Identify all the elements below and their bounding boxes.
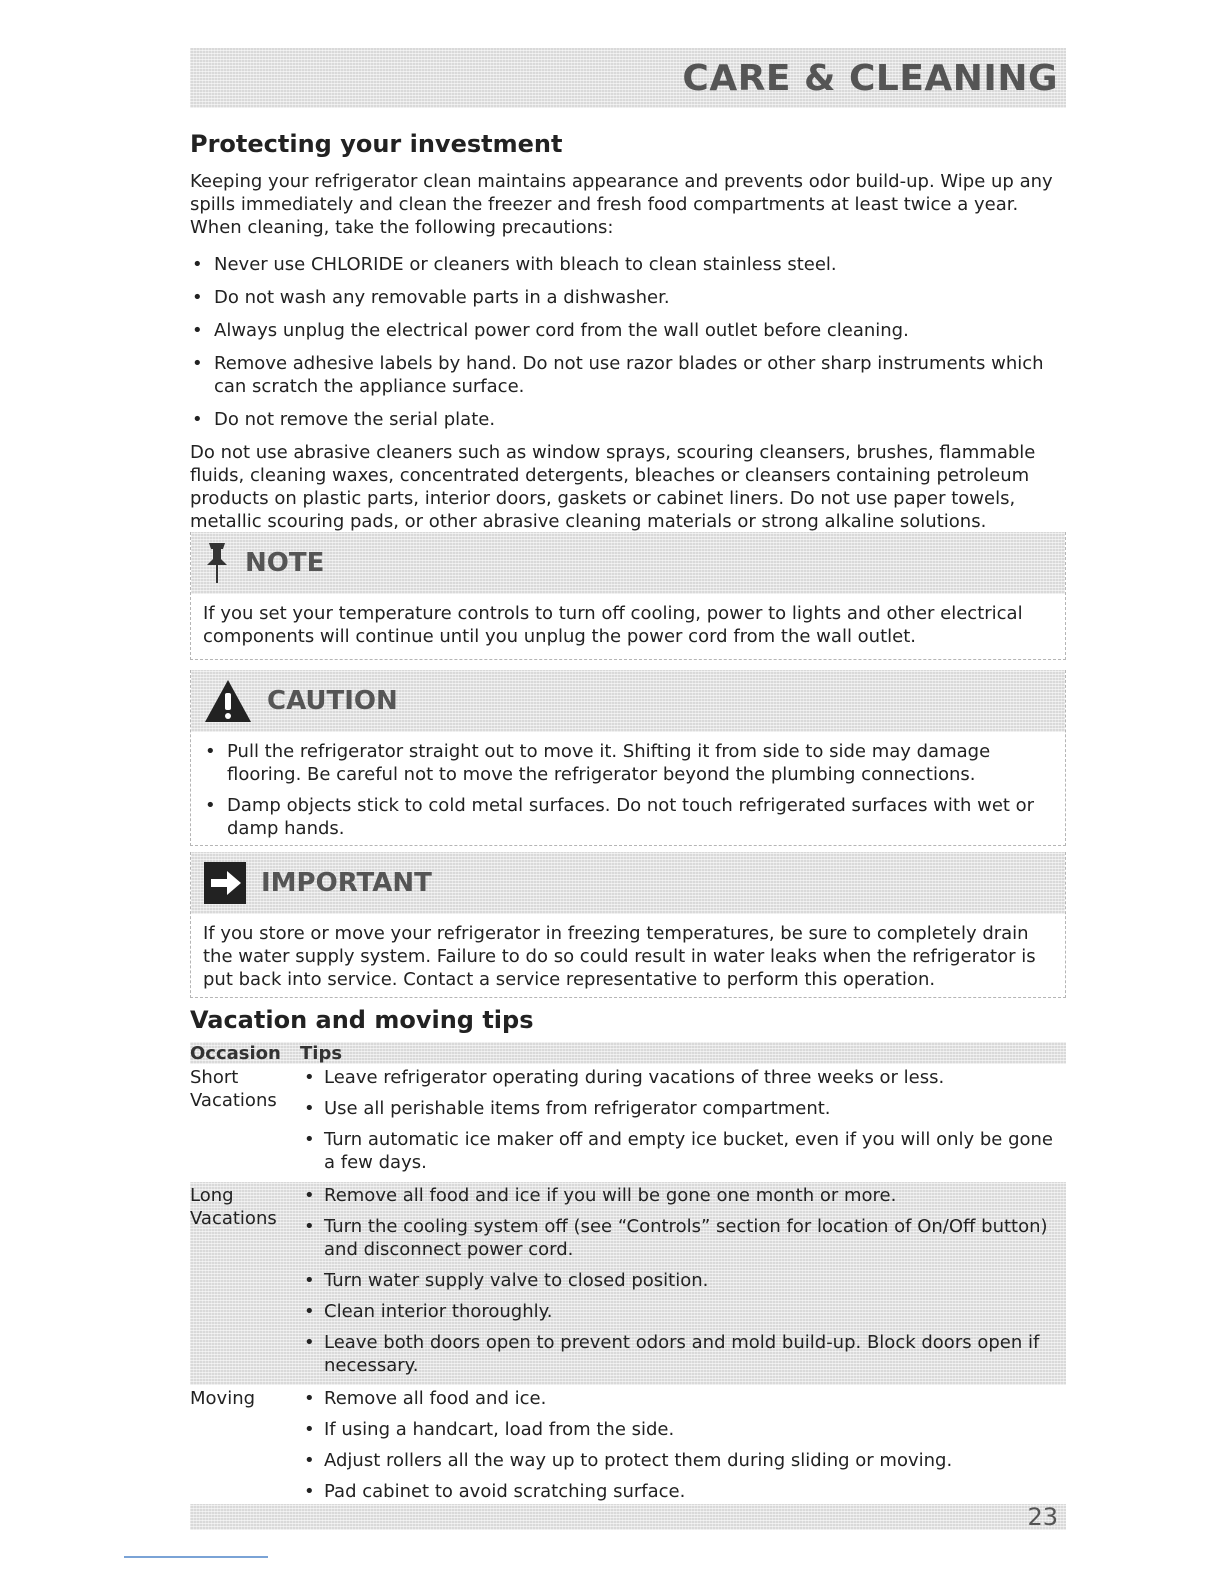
tips-list: [300, 1184, 1066, 1385]
protecting-intro: [190, 170, 1060, 533]
column-occasion: Occasion: [190, 1042, 281, 1064]
note-bar: [191, 532, 1065, 594]
list-item: • Clean interior thoroughly.: [300, 1300, 1066, 1323]
intro-paragraph: Keeping your refrigerator clean maintains appearance and prevents odor build-up. Wipe up any spills immediately and clean the freezer and fresh food compartments at least twice a year. When cleaning, take the following precautions:: [190, 171, 1053, 238]
list-item: • Adjust rollers all the way up to protect them during sliding or moving.: [300, 1449, 1066, 1472]
caution-bar: [191, 670, 1065, 732]
list-item: • Pad cabinet to avoid scratching surface.: [300, 1480, 1066, 1503]
footer-band: [190, 1504, 1066, 1530]
list-item: • Damp objects stick to cold metal surfaces. Do not touch refrigerated surfaces with wet or damp hands.: [203, 794, 1053, 840]
caution-label: CAUTION: [267, 686, 398, 716]
list-item: • Do not remove the serial plate.: [190, 408, 1060, 431]
tips-list: [300, 1066, 1066, 1182]
tips-table: [190, 1042, 1066, 1511]
list-item: • Use all perishable items from refrigerator compartment.: [300, 1097, 1066, 1120]
column-tips: Tips: [300, 1042, 343, 1064]
scan-edge-line: [124, 1556, 268, 1558]
list-item: • Turn automatic ice maker off and empty ice bucket, even if you will only be gone a few days.: [300, 1128, 1066, 1174]
occasion-moving: Moving: [190, 1388, 256, 1409]
precautions-list: [190, 253, 1060, 431]
caution-list: [203, 740, 1053, 840]
section-header-band: [190, 48, 1066, 108]
table-row: [190, 1385, 1066, 1511]
list-item: • Remove all food and ice if you will be gone one month or more.: [300, 1184, 1066, 1207]
list-item: • Always unplug the electrical power cord from the wall outlet before cleaning.: [190, 319, 1060, 342]
note-text: If you set your temperature controls to turn off cooling, power to lights and other electrical components will continue until you unplug the power cord from the wall outlet.: [203, 603, 1023, 647]
caution-box: [190, 670, 1066, 846]
note-box: [190, 532, 1066, 660]
list-item: • Turn the cooling system off (see “Controls” section for location of On/Off button) and disconnect power cord.: [300, 1215, 1066, 1261]
list-item: • Leave refrigerator operating during vacations of three weeks or less.: [300, 1066, 1066, 1089]
arrow-right-icon: [203, 861, 247, 905]
important-bar: [191, 852, 1065, 914]
warning-icon: [203, 678, 253, 724]
page-number: 23: [1027, 1503, 1058, 1531]
tips-list: [300, 1387, 1066, 1511]
list-item: • Turn water supply valve to closed position.: [300, 1269, 1066, 1292]
abrasive-paragraph: Do not use abrasive cleaners such as window sprays, scouring cleansers, brushes, flammable fluids, cleaning waxes, concentrated detergents, bleaches or cleansers containing petroleum products on plastic parts, interior doors, gaskets or cabinet liners. Do not use paper towels, metallic scouring pads, or other abrasive cleaning materials or strong alkaline solutions.: [190, 442, 1036, 532]
note-label: NOTE: [245, 548, 325, 578]
list-item: • Remove all food and ice.: [300, 1387, 1066, 1410]
occasion-long: Long Vacations: [190, 1185, 277, 1229]
pushpin-icon: [203, 541, 231, 585]
section-title: CARE & CLEANING: [682, 57, 1058, 99]
list-item: • If using a handcart, load from the side.: [300, 1418, 1066, 1441]
table-row: [190, 1064, 1066, 1182]
important-text: If you store or move your refrigerator in freezing temperatures, be sure to completely drain the water supply system. Failure to do so could result in water leaks when the refrigerator is put back into service. Contact a service representative to perform this operation.: [203, 923, 1036, 990]
list-item: • Remove adhesive labels by hand. Do not use razor blades or other sharp instruments which can scratch the appliance surface.: [190, 352, 1060, 398]
table-header: [190, 1042, 1066, 1064]
list-item: • Do not wash any removable parts in a dishwasher.: [190, 286, 1060, 309]
list-item: • Leave both doors open to prevent odors and mold build-up. Block doors open if necessary.: [300, 1331, 1066, 1377]
table-row: [190, 1182, 1066, 1385]
caution-content: [191, 732, 1065, 858]
list-item: • Pull the refrigerator straight out to move it. Shifting it from side to side may damage flooring. Be careful not to move the refrigerator beyond the plumbing connections.: [203, 740, 1053, 786]
important-label: IMPORTANT: [261, 868, 432, 898]
important-box: [190, 852, 1066, 998]
occasion-short: Short Vacations: [190, 1067, 277, 1111]
heading-protecting: Protecting your investment: [190, 130, 563, 158]
heading-vacation: Vacation and moving tips: [190, 1006, 534, 1034]
list-item: • Never use CHLORIDE or cleaners with bleach to clean stainless steel.: [190, 253, 1060, 276]
